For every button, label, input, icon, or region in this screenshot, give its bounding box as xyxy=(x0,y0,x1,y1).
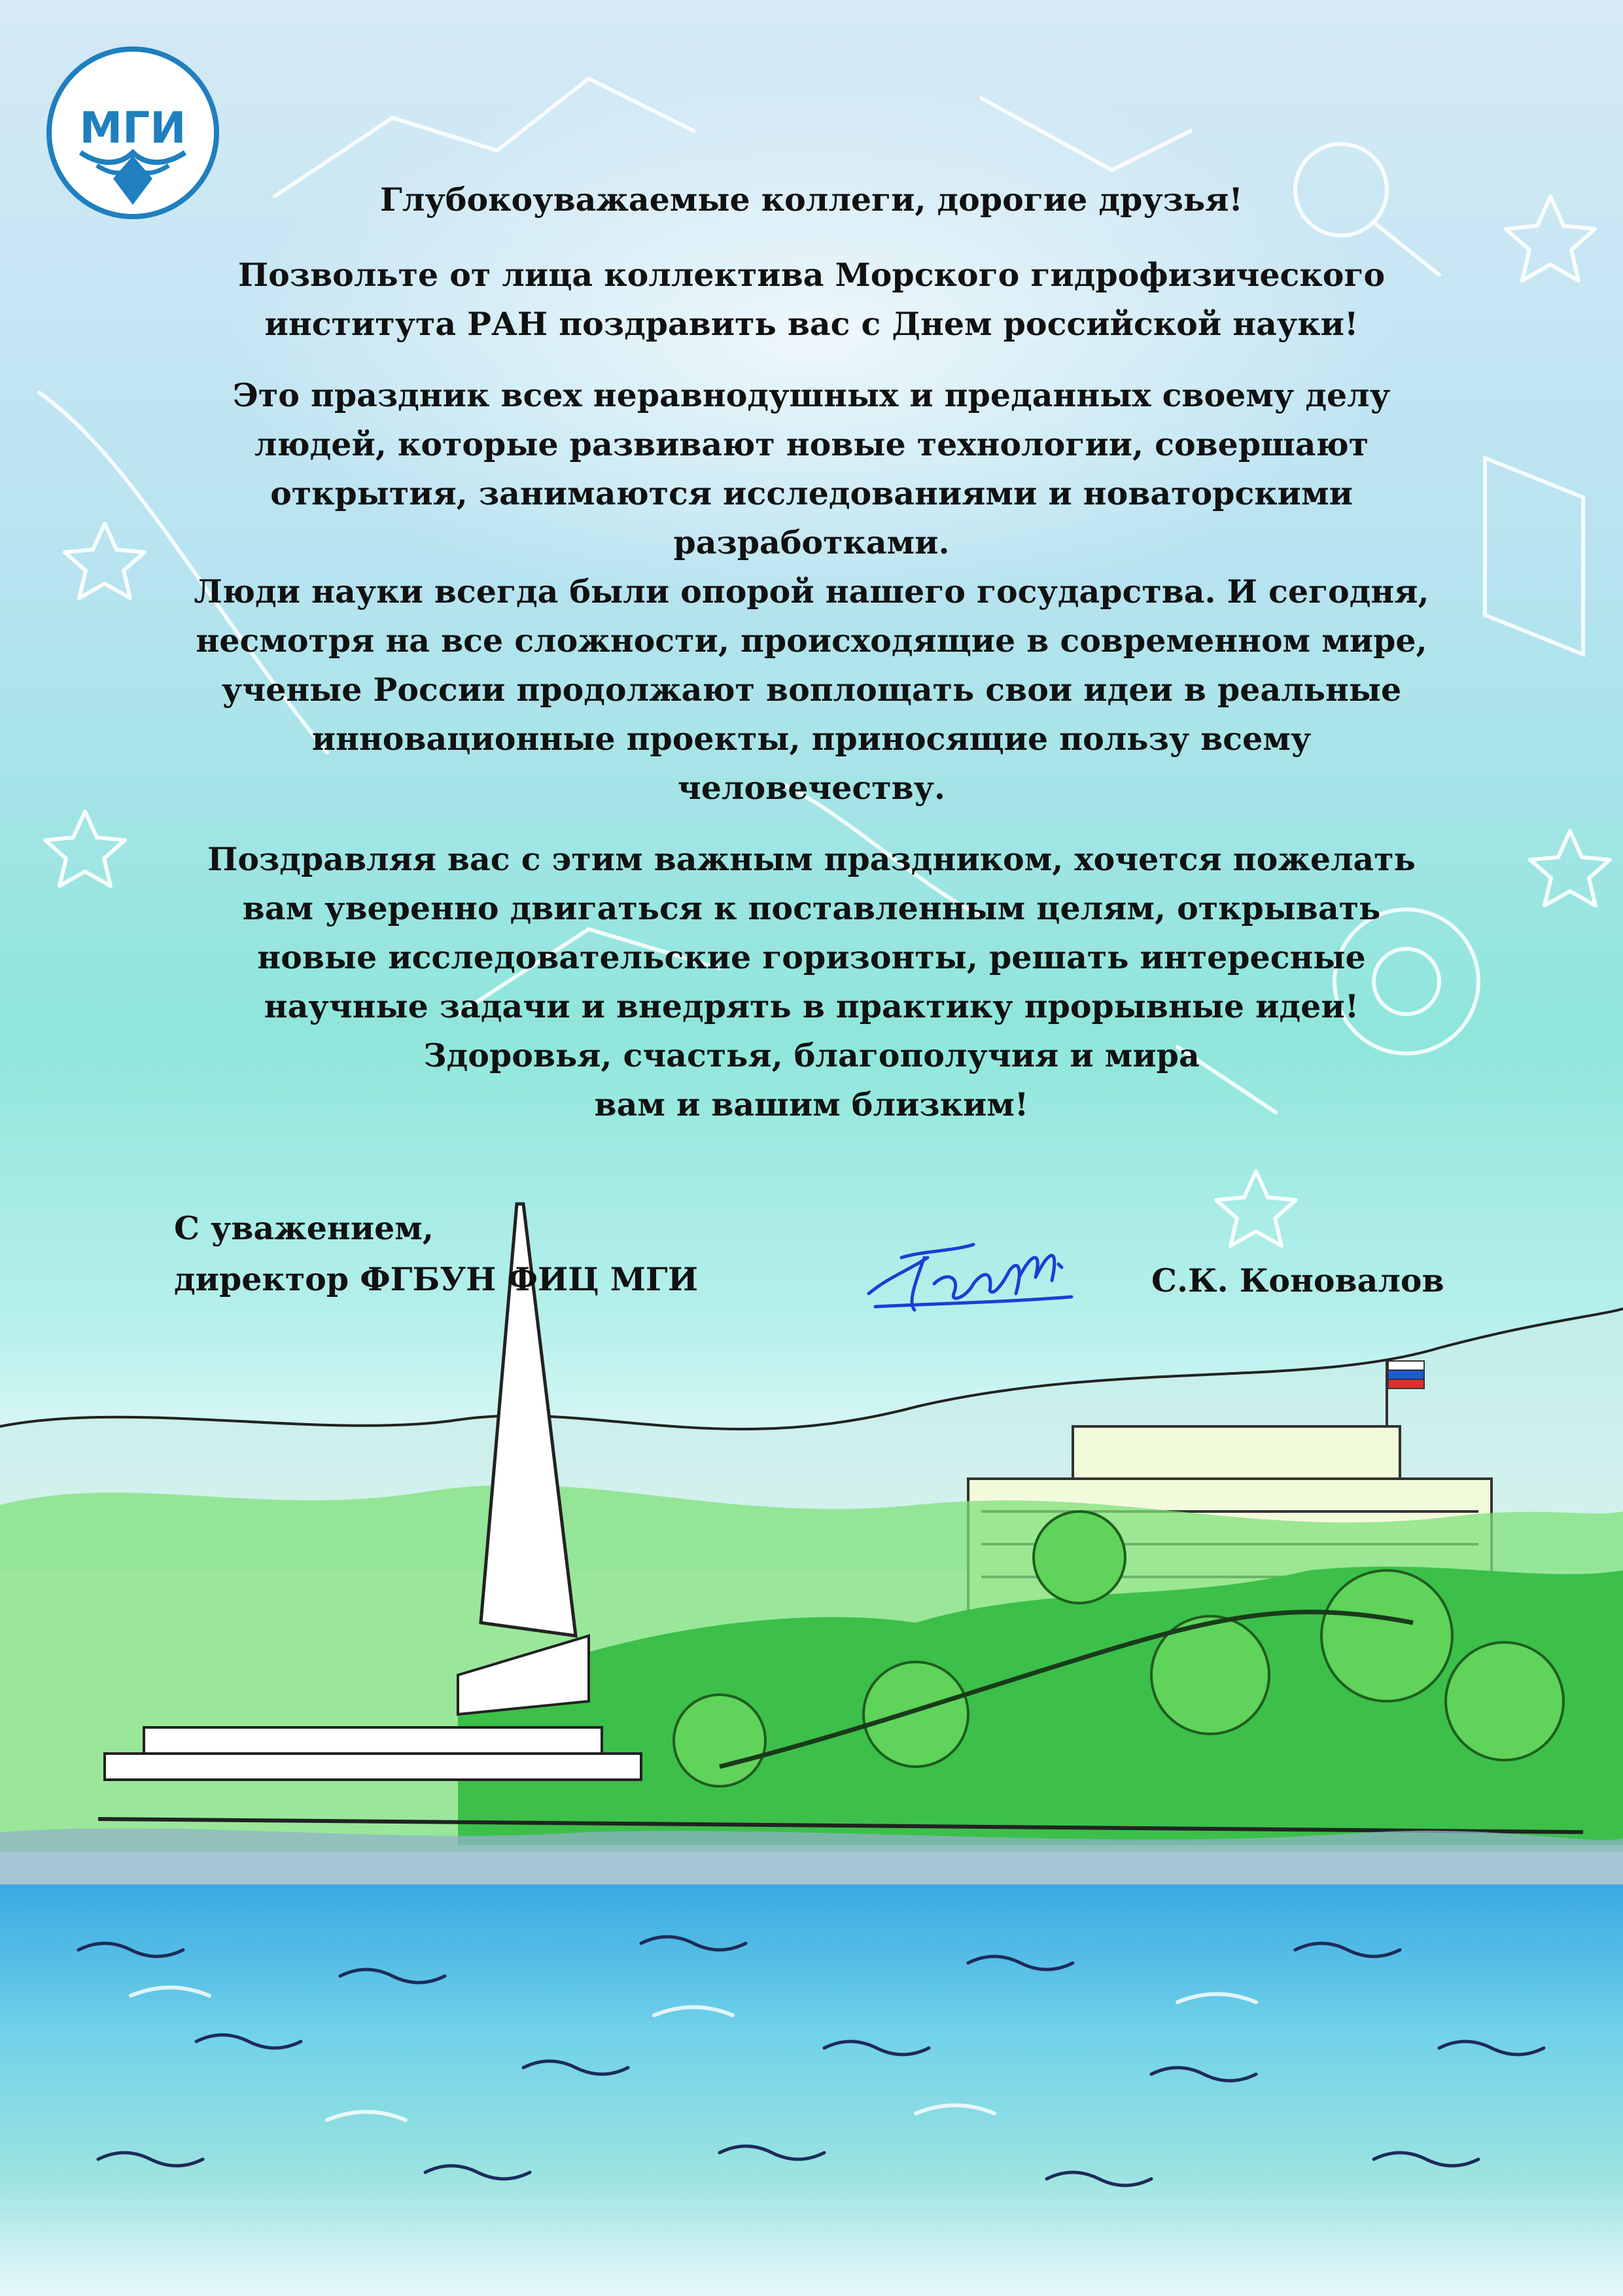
paragraph-3-line: Здоровья, счастья, благополучия и мира xyxy=(423,1036,1200,1074)
paragraph-2-line: ученые России продолжают воплощать свои идеи в реальные xyxy=(221,671,1402,709)
paragraph-1-line: института РАН поздравить вас с Днем российской науки! xyxy=(264,305,1359,343)
paragraph-3-line: вам и вашим близким! xyxy=(594,1086,1029,1123)
paragraph-2-line: несмотря на все сложности, происходящие в современном мире, xyxy=(196,622,1427,660)
paragraph-2-line: инновационные проекты, приносящие пользу всему xyxy=(311,720,1312,758)
regards-text: С уважением, xyxy=(174,1209,434,1247)
paragraph-3 xyxy=(131,835,1492,1129)
paragraph-2-line: открытия, занимаются исследованиями и новаторскими xyxy=(270,474,1353,512)
paragraph-2-line: Люди науки всегда были опорой нашего государства. И сегодня, xyxy=(194,573,1429,610)
signer-position: директор ФГБУН ФИЦ МГИ xyxy=(174,1260,699,1298)
paragraph-2-line: разработками. xyxy=(673,523,950,561)
paragraph-3-line: новые исследовательские горизонты, решать интересные xyxy=(257,938,1366,976)
paragraph-3-line: научные задачи и внедрять в практику прорывные идеи! xyxy=(264,987,1359,1025)
paragraph-2-line: человечеству. xyxy=(677,769,946,807)
paragraph-3-line: вам уверенно двигаться к поставленным целям, открывать xyxy=(242,889,1381,927)
greeting: Глубокоуважаемые коллеги, дорогие друзья! xyxy=(380,181,1243,219)
logo-text: МГИ xyxy=(79,103,186,153)
signature-block xyxy=(174,1203,698,1305)
paragraph-1-line: Позвольте от лица коллектива Морского гидрофизического xyxy=(237,256,1386,294)
paragraph-1 xyxy=(131,251,1492,349)
paragraph-2 xyxy=(131,371,1492,813)
letter-body xyxy=(131,175,1492,1152)
paragraph-3-line: Поздравляя вас с этим важным праздником, хочется пожелать xyxy=(207,840,1416,878)
signer-name: С.К. Коновалов xyxy=(1151,1262,1444,1299)
paragraph-2-line: Это праздник всех неравнодушных и преданных своему делу xyxy=(232,376,1391,414)
paragraph-2-line: людей, которые развивают новые технологии, совершают xyxy=(254,425,1369,463)
handwritten-signature xyxy=(862,1231,1117,1323)
